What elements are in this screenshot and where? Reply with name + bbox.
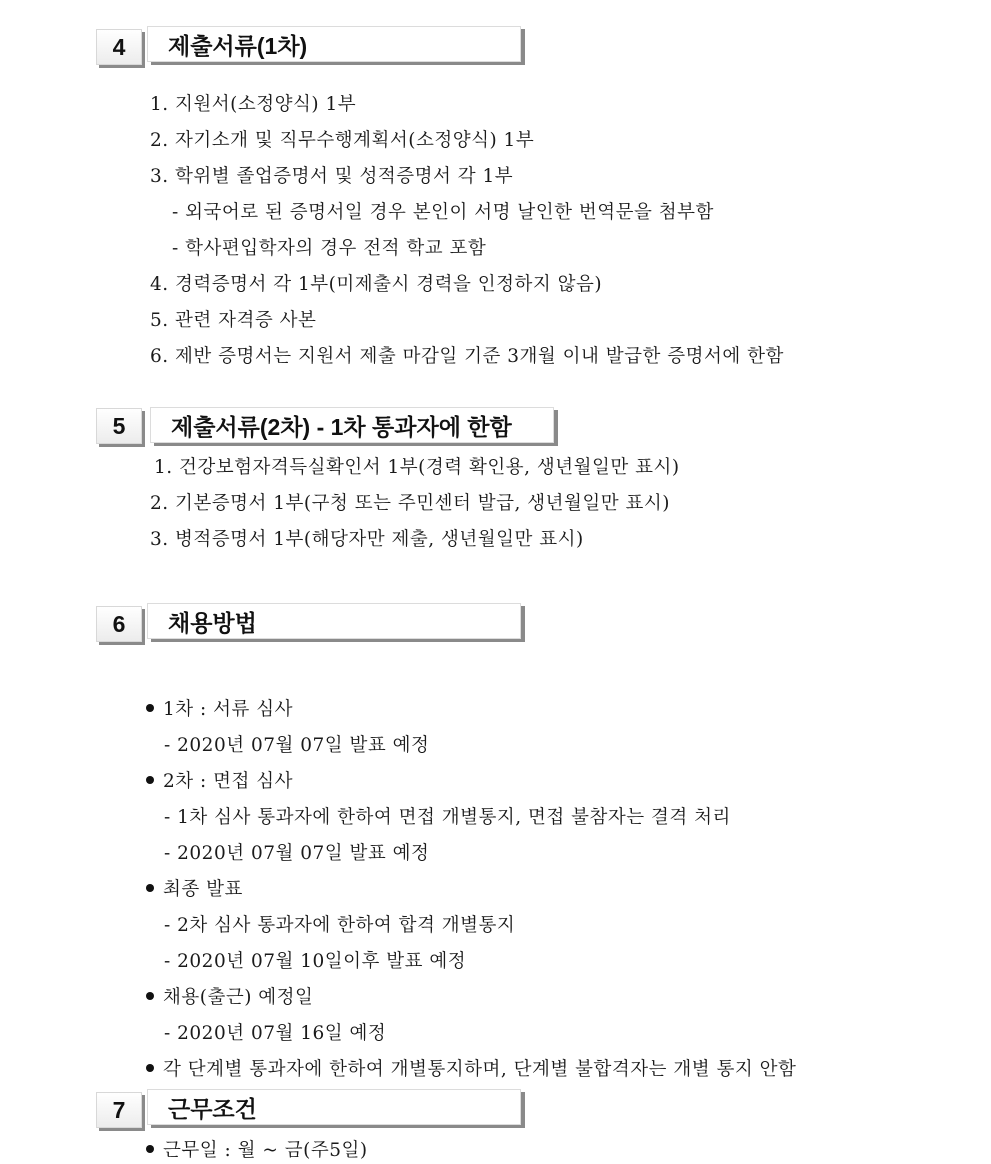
section-number: 7 [96, 1092, 142, 1128]
bullet-icon [146, 884, 154, 892]
bullet-icon [146, 992, 154, 1000]
section-number: 5 [96, 408, 142, 444]
list-item-text: 최종 발표 [163, 879, 243, 900]
section-6 [0, 602, 991, 1080]
list-item: 6. 제반 증명서는 지원서 제출 마감일 기준 3개월 이내 발급한 증명서에 한함 [150, 346, 784, 367]
list-subitem: - 2020년 07월 10일이후 발표 예정 [164, 951, 467, 972]
list-item [146, 1139, 368, 1163]
list-subitem: - 2020년 07월 07일 발표 예정 [164, 843, 430, 864]
list-item [146, 878, 243, 902]
section-title: 제출서류(2차) - 1차 통과자에 한함 [150, 407, 554, 443]
section-4 [0, 25, 991, 367]
list-subitem: - 2020년 07월 07일 발표 예정 [164, 735, 430, 756]
section-number: 4 [96, 29, 142, 65]
list-item: 3. 학위별 졸업증명서 및 성적증명서 각 1부 [150, 166, 514, 187]
list-subitem: - 1차 심사 통과자에 한하여 면접 개별통지, 면접 불참자는 결격 처리 [164, 807, 731, 828]
list-item [146, 986, 313, 1010]
bullet-icon [146, 1064, 154, 1072]
list-item-text: 1차 : 서류 심사 [163, 699, 294, 720]
list-item: 4. 경력증명서 각 1부(미제출시 경력을 인정하지 않음) [150, 274, 603, 295]
section-7 [0, 1088, 991, 1161]
section-title: 채용방법 [147, 603, 521, 639]
section-title: 제출서류(1차) [147, 26, 521, 62]
bullet-icon [146, 1145, 154, 1153]
list-item: 1. 지원서(소정양식) 1부 [150, 94, 357, 115]
list-item-text: 각 단계별 통과자에 한하여 개별통지하며, 단계별 불합격자는 개별 통지 안함 [163, 1059, 797, 1080]
list-subitem: - 외국어로 된 증명서일 경우 본인이 서명 날인한 번역문을 첨부함 [172, 202, 714, 223]
list-subitem: - 2차 심사 통과자에 한하여 합격 개별통지 [164, 915, 516, 936]
list-item: 1. 건강보험자격득실확인서 1부(경력 확인용, 생년월일만 표시) [154, 457, 680, 478]
section-number: 6 [96, 606, 142, 642]
section-header [0, 406, 991, 450]
list-subitem: - 학사편입학자의 경우 전적 학교 포함 [172, 238, 487, 259]
list-item [146, 770, 293, 794]
list-item: 3. 병적증명서 1부(해당자만 제출, 생년월일만 표시) [150, 529, 584, 550]
section-header [0, 25, 991, 69]
bullet-icon [146, 704, 154, 712]
list-subitem: - 2020년 07월 16일 예정 [164, 1023, 387, 1044]
section-header [0, 1088, 991, 1132]
section-title: 근무조건 [147, 1089, 521, 1125]
section-5 [0, 406, 991, 550]
bullet-icon [146, 776, 154, 784]
section-header [0, 602, 991, 646]
list-item: 5. 관련 자격증 사본 [150, 310, 317, 331]
list-item-text: 채용(출근) 예정일 [163, 987, 314, 1008]
list-item: 2. 자기소개 및 직무수행계획서(소정양식) 1부 [150, 130, 535, 151]
list-item [146, 698, 293, 722]
list-item: 2. 기본증명서 1부(구청 또는 주민센터 발급, 생년월일만 표시) [150, 493, 670, 514]
list-item-text: 2차 : 면접 심사 [163, 771, 294, 792]
list-item-text: 근무일 : 월 ~ 금(주5일) [163, 1140, 368, 1161]
list-item [146, 1058, 796, 1082]
